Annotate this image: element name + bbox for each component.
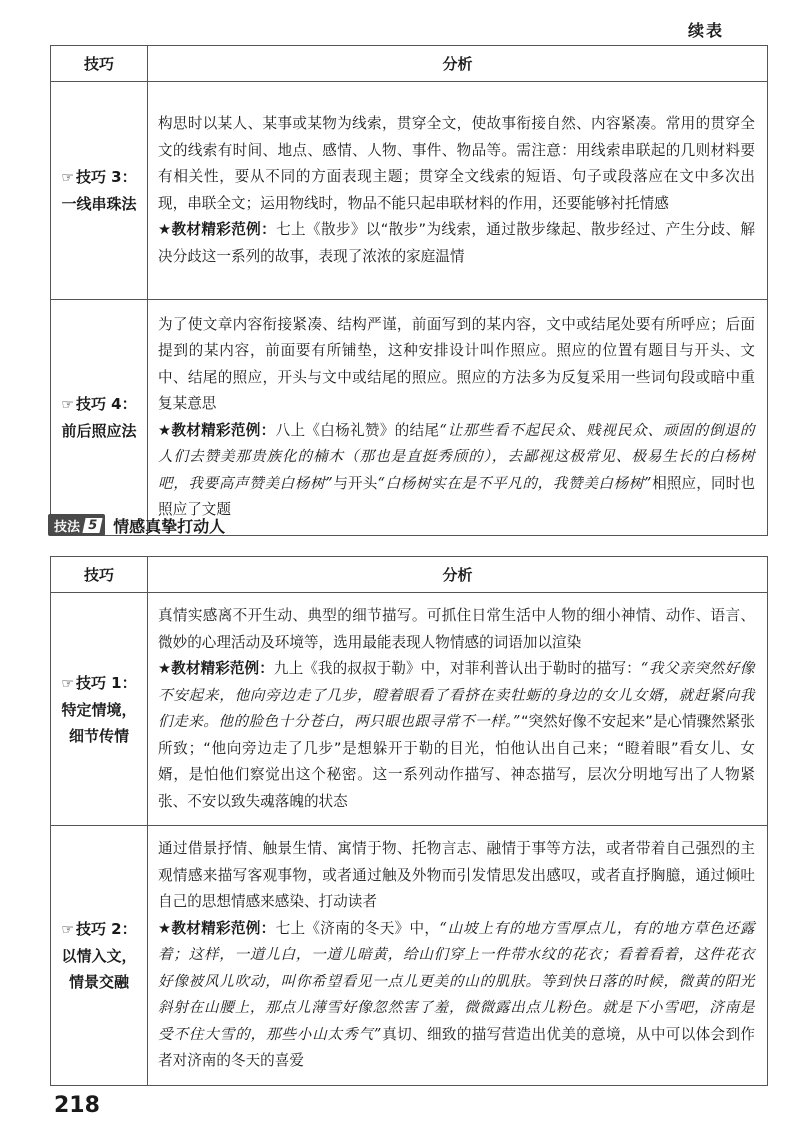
table-row	[51, 826, 768, 1086]
example-text: 九上《我的叔叔于勒》中，对菲利普认出于勒时的描写：	[273, 660, 641, 677]
example-text: 真切、细致的描写营造出优美的意境，从中可以体会到作者对济南的冬天的喜爱	[158, 1025, 755, 1069]
example-text: 七上《散步》以“散步”为线索，通过散步缘起、散步经过、产生分歧、解决分歧这一系列的故事，表现了浓浓的家庭温情	[158, 221, 755, 265]
example-text: 与开头	[333, 474, 378, 492]
techniques-table-2	[50, 556, 768, 1086]
pointing-hand-icon: ☞	[61, 921, 74, 938]
technique-name: 前后照应法	[61, 422, 137, 440]
table-row	[51, 300, 768, 536]
pointing-hand-icon: ☞	[61, 397, 74, 413]
example-quote: “山坡上有的地方雪厚点儿，有的地方草色还露着；这样，一道儿白，一道儿暗黄，给山们穿上一件带水纹的花衣；看着看着，这件花衣好像被风儿吹动，叫你希望看见一点儿更美的山的肌肤。等到快日落的时候，微黄的阳光斜射在山腰上，那点儿薄雪好像忽然害了羞，微微露出点儿粉色。就是下小雪吧，济南是受不住大雪的，那些小山太秀气”	[158, 919, 755, 1043]
analysis-cell	[148, 82, 768, 300]
analysis-text: 真情实感离不开生动、典型的细节描写。可抓住日常生活中人物的细小神情、动作、语言、微妙的心理活动及环境等，选用最能表现人物情感的词语加以渲染	[158, 607, 755, 651]
example-text: 相照应，同时也照应了文题	[158, 474, 755, 518]
technique-name: 特定情境，	[61, 700, 137, 719]
techniques-table-1	[50, 45, 768, 536]
example-label: ★教材精彩范例：	[158, 221, 277, 238]
technique-cell	[51, 300, 148, 536]
technique-name: 以情入文，	[61, 946, 137, 965]
example-quote: “我父亲突然好像不安起来，他向旁边走了几步，瞪着眼看了看挤在卖牡蛎的身边的女儿女婿，就赶紧向我们走来。他的脸色十分苍白，两只眼也跟寻常不一样。”	[158, 660, 755, 730]
table-row	[51, 593, 768, 826]
column-header-technique: 技巧	[51, 557, 148, 593]
analysis-cell	[148, 826, 768, 1086]
analysis-text: 构思时以某人、某事或某物为线索，贯穿全文，使故事衔接自然、内容紧凑。常用的贯穿全文的线索有时间、地点、感情、人物、事件、物品等。需注意：用线索串联起的几则材料要有相关性，要从不同的方面表现主题；贯穿全文线索的短语、句子或段落应在文中多次出现，串联全文；运用物线时，物品不能只起串联材料的作用，还要能够衬托情感	[158, 115, 755, 212]
section-tag	[48, 514, 105, 536]
analysis-cell	[148, 593, 768, 826]
pointing-hand-icon: ☞	[61, 170, 74, 186]
example-text: “突然好像不安起来”是心情骤然紧张所致；“他向旁边走了几步”是想躲开于勒的目光，怕他认出自己来；“瞪着眼”看女儿、女婿，是怕他们察觉出这个秘密。这一系列动作描写、神态描写，层次分明地写出了人物紧张、不安以致失魂落魄的状态	[158, 713, 756, 810]
section-heading	[48, 512, 225, 538]
example-quote: “让那些看不起民众、贱视民众、顽固的倒退的人们去赞美那贵族化的楠木（那也是直挺秀颀的），去鄙视这极常见、极易生长的白杨树吧，我要高声赞美白杨树”	[158, 421, 755, 492]
column-header-analysis: 分析	[148, 557, 768, 593]
technique-name: 细节传情	[68, 726, 129, 745]
technique-number: 技巧 3：	[75, 168, 137, 186]
technique-name: 情景交融	[68, 972, 129, 991]
continued-label: 续表	[687, 21, 724, 40]
table-header-row	[51, 557, 768, 593]
example-label: ★教材精彩范例：	[158, 421, 276, 439]
technique-cell	[51, 82, 148, 300]
analysis-text: 为了使文章内容衔接紧凑、结构严谨，前面写到的某内容，文中或结尾处要有所呼应；后面提到的某内容，前面要有所铺垫，这种安排设计叫作照应。照应的位置有题目与开头、文中、结尾的照应，开头与文中或结尾的照应。照应的方法多为反复采用一些词句段或暗中重复某意思	[158, 315, 755, 412]
section-number: 5	[82, 518, 102, 533]
page-number: 218	[54, 1093, 100, 1118]
technique-number: 技巧 2：	[75, 919, 137, 938]
table-row	[51, 82, 768, 300]
example-label: ★教材精彩范例：	[158, 919, 276, 937]
example-quote: “白杨树实在是不平凡的，我赞美白杨树”	[377, 474, 653, 492]
technique-number: 技巧 1：	[75, 673, 137, 692]
example-text: 七上《济南的冬天》中，	[275, 919, 440, 937]
column-header-technique: 技巧	[51, 46, 148, 82]
table-header-row	[51, 46, 768, 82]
example-text: 八上《白杨礼赞》的结尾	[275, 421, 440, 439]
technique-number: 技巧 4：	[75, 395, 137, 413]
technique-cell	[51, 593, 148, 826]
section-title: 情感真挚打动人	[113, 516, 226, 536]
technique-name: 一线串珠法	[61, 195, 137, 213]
analysis-text: 通过借景抒情、触景生情、寓情于物、托物言志、融情于事等方法，或者带着自己强烈的主观情感来描写客观事物，或者通过触及外物而引发情思发出感叹，或者直抒胸臆，通过倾吐自己的思想情感来感染、打动读者	[158, 840, 755, 910]
technique-cell	[51, 826, 148, 1086]
pointing-hand-icon: ☞	[61, 675, 74, 692]
example-label: ★教材精彩范例：	[158, 660, 274, 677]
analysis-cell	[148, 300, 768, 536]
column-header-analysis: 分析	[148, 46, 768, 82]
section-tag-label: 技法	[54, 519, 81, 535]
